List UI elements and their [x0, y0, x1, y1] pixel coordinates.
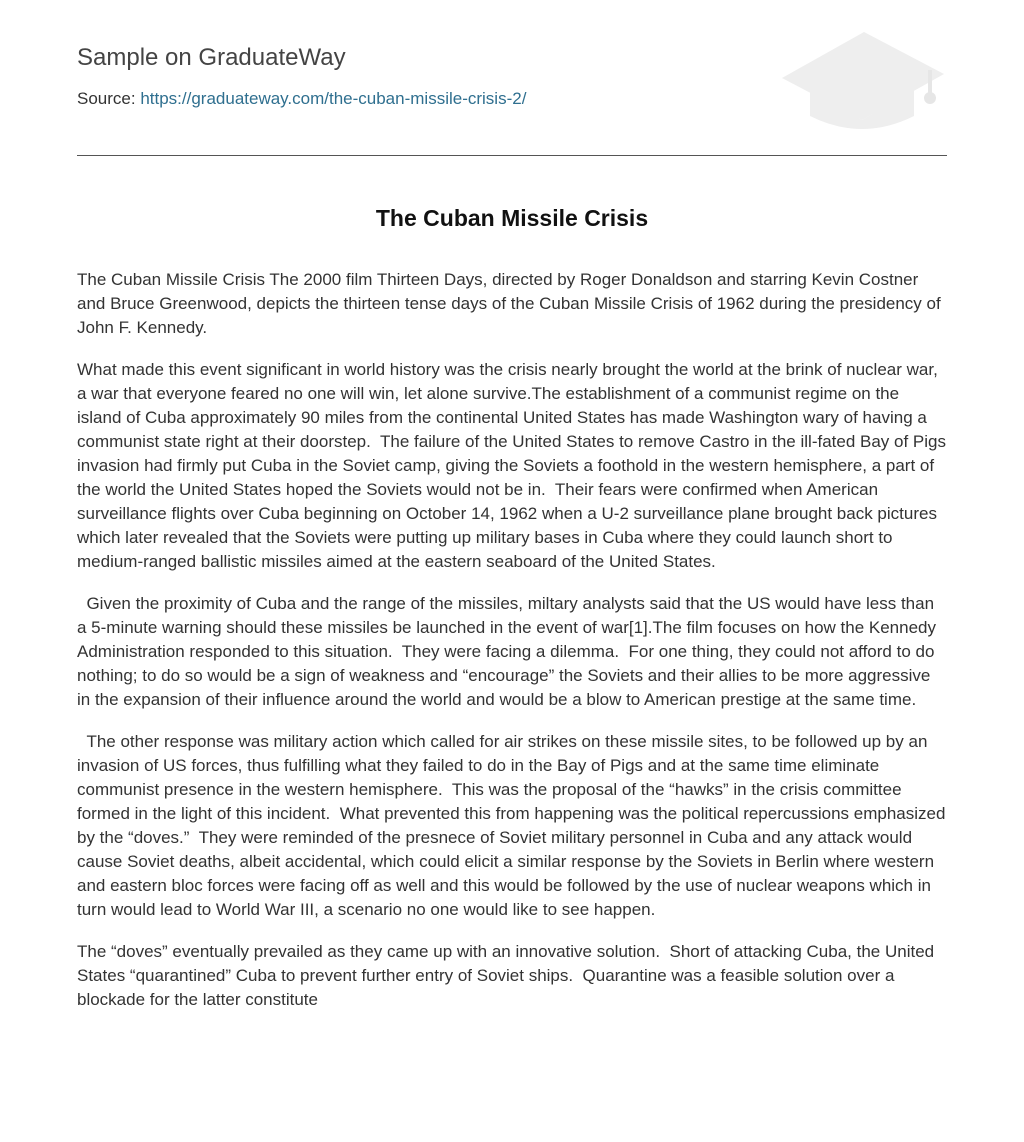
paragraph: The other response was military action which called for air strikes on these missile sites, to be followed up by an invasion of US forces, thus fulfilling what they failed to do in the Bay of Pigs and at the same time eliminate communist presence in the western hemisphere. This was the proposal of the “hawks” in the crisis committee formed in the light of this incident. What prevented this from happening was the political repercussions emphasized by the “doves.” They were reminded of the presnece of Soviet military personnel in Cuba and any attack would cause Soviet deaths, albeit accidental, which could elicit a similar response by the Soviets in Berlin where western and eastern bloc forces were facing off as well and this would be followed by the use of nuclear weapons which in turn would lead to World War III, a scenario no one would like to see happen.	[77, 732, 951, 919]
paragraph: What made this event significant in world history was the crisis nearly brought the world at the brink of nuclear war, a war that everyone feared no one will win, let alone survive.The establishment of a communist regime on the island of Cuba approximately 90 miles from the continental United States has made Washington wary of having a communist state right at their doorstep. The failure of the United States to remove Castro in the ill-fated Bay of Pigs invasion had firmly put Cuba in the Soviet camp, giving the Soviets a foothold in the western hemisphere, a part of the world the United States hoped the Soviets would not be in. Their fears were confirmed when American surveillance flights over Cuba beginning on October 14, 1962 when a U-2 surveillance plane brought back pictures which later revealed that the Soviets were putting up military bases in Cuba where they could launch short to medium-ranged ballistic missiles aimed at the eastern seaboard of the United States.	[77, 360, 951, 571]
document-body	[77, 268, 951, 1030]
source-link[interactable]: https://graduateway.com/the-cuban-missile-crisis-2/	[140, 89, 527, 108]
page-header	[77, 0, 947, 156]
document-title: The Cuban Missile Crisis	[375, 205, 649, 231]
paragraph: Given the proximity of Cuba and the range of the missiles, miltary analysts said that the US would have less than a 5-minute warning should these missiles be launched in the event of war[1].The film focuses on how the Kennedy Administration responded to this situation. They were facing a dilemma. For one thing, they could not afford to do nothing; to do so would be a sign of weakness and “encourage” the Soviets and their allies to be more aggressive in the expansion of their influence around the world and would be a blow to American prestige at the same time.	[77, 594, 940, 709]
source-label: Source:	[77, 89, 141, 108]
paragraph: The “doves” eventually prevailed as they came up with an innovative solution. Short of attacking Cuba, the United States “quarantined” Cuba to prevent further entry of Soviet ships. Quarantine was a feasible solution over a blockade for the latter constitute	[77, 942, 939, 1009]
paragraph: The Cuban Missile Crisis The 2000 film Thirteen Days, directed by Roger Donaldson and starring Kevin Costner and Bruce Greenwood, depicts the thirteen tense days of the Cuban Missile Crisis of 1962 during the presidency of John F. Kennedy.	[77, 270, 946, 337]
site-title: Sample on GraduateWay	[77, 44, 346, 71]
header-divider	[77, 155, 947, 156]
source-line	[77, 89, 526, 109]
graduation-cap-icon	[780, 30, 946, 134]
